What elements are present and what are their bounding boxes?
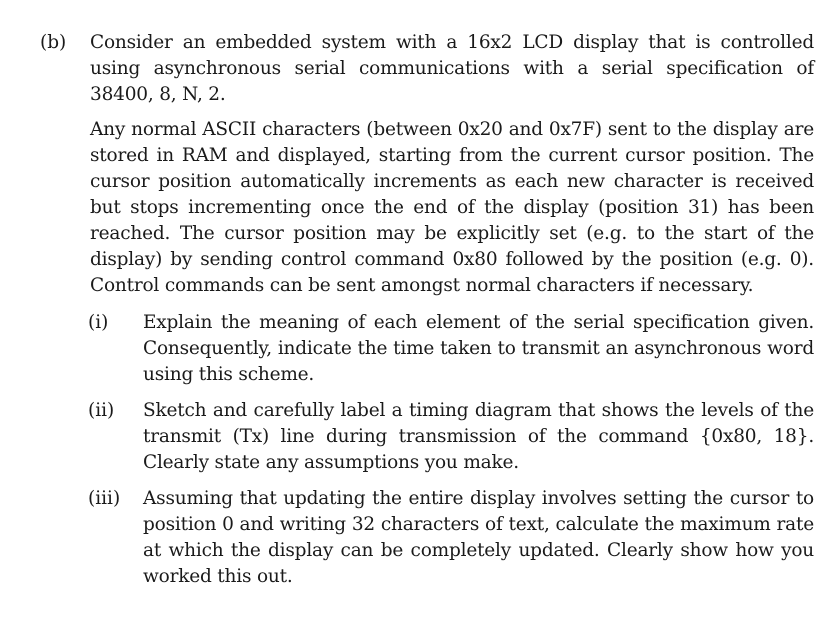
question-intro: Consider an embedded system with a 16x2 LCD display that is controlled using asynchronous serial communications with a serial specification of 38400, 8, N, 2. <box>90 32 814 105</box>
part-iii-text: Assuming that updating the entire display involves setting the cursor to position 0 and writing 32 characters of text, calculate the maximum rate at which the display can be completely updated. Clearly show how you worked this out. <box>143 488 814 587</box>
part-ii-text: Sketch and carefully label a timing diagram that shows the levels of the transmit (Tx) line during transmission of the command {0x80, 18}. Clearly state any assumptions you make. <box>143 400 814 473</box>
question-description: Any normal ASCII characters (between 0x20 and 0x7F) sent to the display are stored in RAM and displayed, starting from the current cursor position. The cursor position automatically increments as each new character is received but stops incrementing once the end of the display (position 31) has been reached. The cursor position may be explicitly set (e.g. to the start of the display) by sending control command 0x80 followed by the position (e.g. 0). Control commands can be sent amongst normal characters if necessary. <box>90 119 814 296</box>
part-iii-label: (iii) <box>88 488 121 509</box>
question-label: (b) <box>40 32 67 53</box>
part-i-text: Explain the meaning of each element of the serial specification given. Consequently, indicate the time taken to transmit an asynchronous word using this scheme. <box>143 312 814 385</box>
part-ii-label: (ii) <box>88 400 115 421</box>
part-i-label: (i) <box>88 312 109 333</box>
